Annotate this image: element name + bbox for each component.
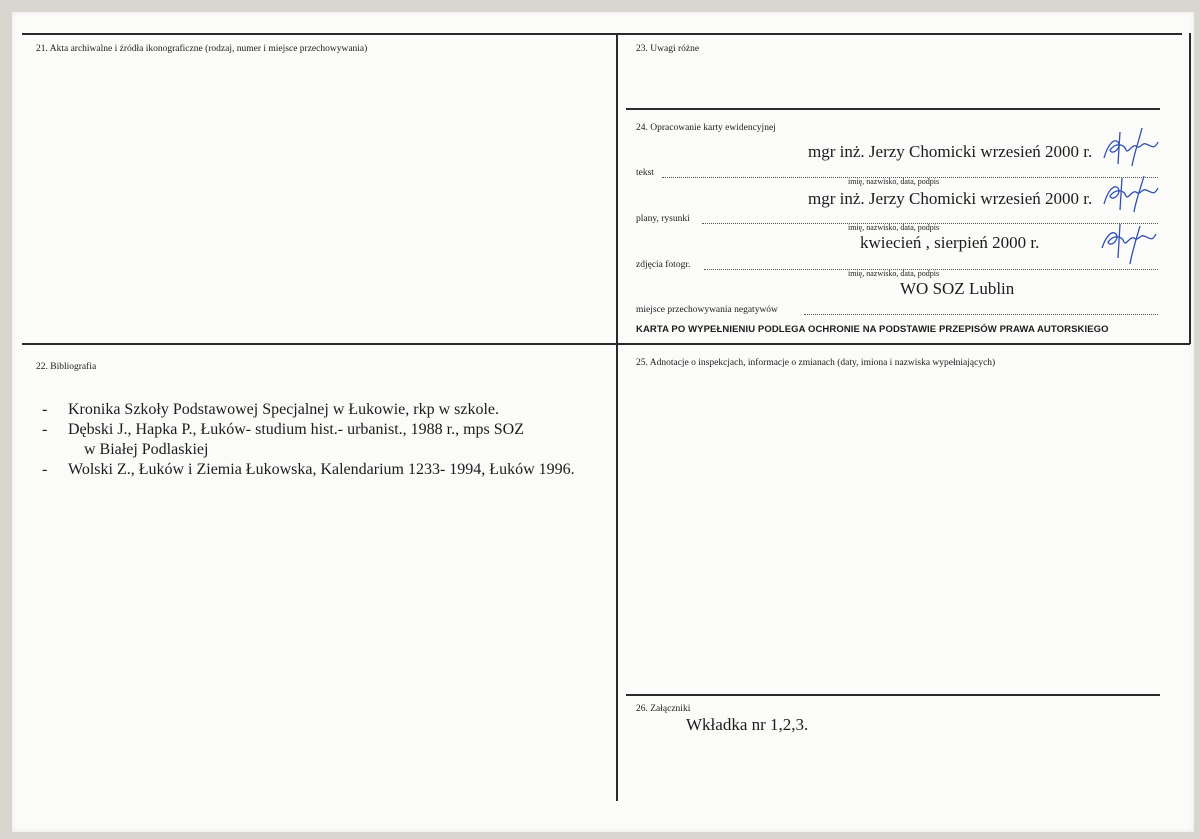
s24-photos-date: kwiecień , sierpień 2000 r. — [860, 233, 1040, 252]
signature-photos — [1094, 218, 1158, 266]
center-divider — [616, 33, 618, 801]
s24-plans-caption: imię, nazwisko, data, podpis — [848, 223, 940, 232]
s24-photos-label: zdjęcia fotogr. — [636, 260, 691, 270]
bibliography-item-text: Wolski Z., Łuków i Ziemia Łukowska, Kalendarium 1233- 1994, Łuków 1996. — [68, 461, 575, 478]
bibliography-item: - Dębski J., Hapka P., Łuków- studium hist.- urbanist., 1988 r., mps SOZ — [42, 421, 524, 438]
s23-title: 23. Uwagi różne — [636, 44, 700, 54]
bibliography-item-text: Dębski J., Hapka P., Łuków- studium hist.- urbanist., 1988 r., mps SOZ — [68, 421, 524, 438]
bibliography-item-continuation — [84, 440, 208, 460]
right-border — [1189, 33, 1191, 344]
s24-text-label: tekst — [636, 168, 654, 178]
s24-text-caption: imię, nazwisko, data, podpis — [848, 177, 940, 186]
s26-attachments-value: Wkładka nr 1,2,3. — [686, 715, 809, 734]
s24-negatives-label: miejsce przechowywania negatywów — [636, 305, 778, 315]
s24-plans-label: plany, rysunki — [636, 214, 690, 224]
s22-title: 22. Bibliografia — [36, 362, 97, 372]
top-border — [22, 33, 1182, 35]
bibliography-item: - Kronika Szkoły Podstawowej Specjalnej w Łukowie, rkp w szkole. — [42, 401, 500, 418]
s25-title: 25. Adnotacje o inspekcjach, informacje o zmianach (daty, imiona i nazwiska wypełniających) — [636, 358, 996, 368]
s26-top-rule — [626, 694, 1160, 696]
copyright-note: KARTA PO WYPEŁNIENIU PODLEGA OCHRONIE NA PODSTAWIE PRZEPISÓW PRAWA AUTORSKIEGO — [636, 324, 1109, 335]
s24-title: 24. Opracowanie karty ewidencyjnej — [636, 123, 776, 133]
s24-photos-caption: imię, nazwisko, data, podpis — [848, 269, 940, 278]
s24-plans-author: mgr inż. Jerzy Chomicki wrzesień 2000 r. — [808, 189, 1093, 208]
bibliography-item-text: w Białej Podlaskiej — [84, 441, 209, 458]
s24-negatives-dotted-line — [804, 314, 1158, 315]
record-card-back — [12, 12, 1194, 832]
s23-bottom-rule — [626, 108, 1160, 110]
signature-text — [1098, 124, 1162, 168]
signature-plans — [1098, 172, 1162, 216]
s24-text-author: mgr inż. Jerzy Chomicki wrzesień 2000 r. — [808, 142, 1093, 161]
s26-title: 26. Załączniki — [636, 704, 691, 714]
bibliography-item-text: Kronika Szkoły Podstawowej Specjalnej w Łukowie, rkp w szkole. — [68, 401, 500, 418]
s21-title: 21. Akta archiwalne i źródła ikonograficzne (rodzaj, numer i miejsce przechowywania) — [36, 44, 368, 54]
bibliography-item: - Wolski Z., Łuków i Ziemia Łukowska, Kalendarium 1233- 1994, Łuków 1996. — [42, 461, 575, 478]
middle-divider — [22, 343, 1190, 345]
s24-negatives-value: WO SOZ Lublin — [900, 279, 1015, 298]
